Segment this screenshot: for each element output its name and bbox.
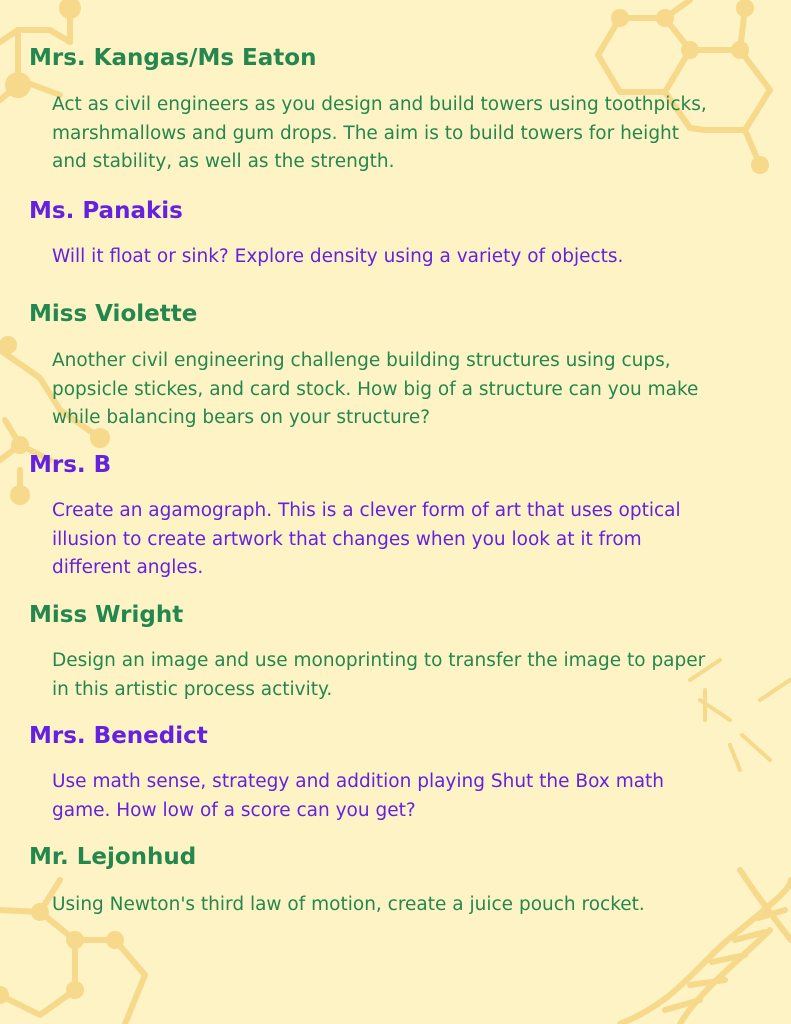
activity-description	[52, 497, 772, 583]
description-line: Use math sense, strategy and addition playing Shut the Box math	[52, 771, 665, 792]
description-line: Create an agamograph. This is a clever form of art that uses optical	[52, 500, 681, 521]
activity-description	[52, 768, 772, 825]
teacher-name: Mrs. Benedict	[29, 723, 208, 749]
activity-description	[52, 647, 772, 704]
description-line: Another civil engineering challenge building structures using cups,	[52, 350, 671, 371]
description-line: Using Newton's third law of motion, create a juice pouch rocket.	[52, 894, 645, 915]
teacher-name: Mrs. Kangas/Ms Eaton	[29, 45, 317, 71]
activity-description	[52, 91, 772, 177]
activity-description	[52, 891, 772, 920]
teacher-name: Ms. Panakis	[29, 198, 183, 224]
description-line: and stability, as well as the strength.	[52, 151, 395, 172]
description-line: popsicle stickes, and card stock. How big of a structure can you make	[52, 378, 699, 400]
description-line: illusion to create artwork that changes when you look at it from	[52, 528, 642, 550]
teacher-name: Mr. Lejonhud	[29, 844, 197, 870]
teacher-name: Miss Violette	[29, 301, 198, 327]
description-line: Act as civil engineers as you design and build towers using toothpicks,	[52, 94, 707, 115]
description-line: Design an image and use monoprinting to transfer the image to paper	[52, 650, 706, 671]
description-line: marshmallows and gum drops. The aim is to build towers for height	[52, 122, 680, 144]
description-line: Will it float or sink? Explore density using a variety of objects.	[52, 246, 624, 267]
activity-description	[52, 243, 772, 272]
description-line: different angles.	[52, 557, 204, 578]
description-line: while balancing bears on your structure?	[52, 407, 431, 428]
description-line: in this artistic process activity.	[52, 678, 333, 700]
activity-description	[52, 347, 772, 433]
teacher-name: Mrs. B	[29, 452, 112, 478]
description-line: game. How low of a score can you get?	[52, 799, 416, 821]
teacher-name: Miss Wright	[29, 602, 184, 628]
